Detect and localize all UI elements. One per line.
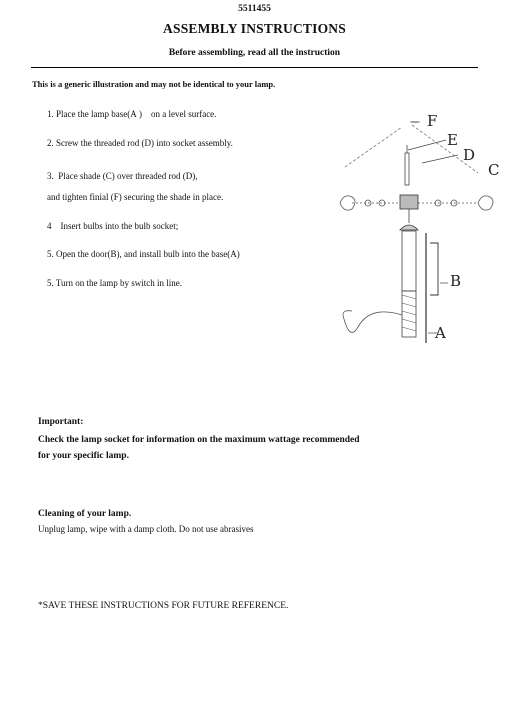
step-5-door: 5. Open the door(B), and install bulb into the base(A) — [47, 249, 240, 259]
page-title: ASSEMBLY INSTRUCTIONS — [163, 21, 346, 36]
diagram-label-a: A — [435, 324, 446, 342]
model-number: 5511455 — [238, 4, 271, 14]
cord-switch — [343, 311, 402, 333]
important-body: Check the lamp socket for information on the maximum wattage recommended for your specific lamp. — [38, 435, 360, 461]
lamp-assembly-diagram — [330, 105, 505, 355]
step-1: 1. Place the lamp base(A ) on a level surface. — [47, 109, 217, 119]
step-3-continued: and tighten finial (F) securing the shade in place. — [47, 192, 224, 202]
lamp-base-part — [402, 231, 416, 291]
step-3: 3. Place shade (C) over threaded rod (D), — [47, 171, 198, 181]
diagram-label-e: E — [447, 131, 458, 149]
door-part — [430, 243, 438, 295]
shade-left-edge — [345, 127, 402, 167]
step-4: 4 Insert bulbs into the bulb socket; — [47, 221, 179, 231]
page-subtitle: Before assembling, read all the instruction — [168, 48, 341, 58]
important-heading: Important: — [38, 417, 84, 427]
diagram-label-c: C — [488, 161, 500, 179]
cleaning-heading: Cleaning of your lamp. — [38, 509, 132, 519]
diagram-label-f: F — [427, 112, 438, 130]
diagram-label-b: B — [450, 272, 462, 290]
step-5-switch: 5. Turn on the lamp by switch in line. — [47, 278, 182, 288]
socket-assembly-part — [400, 195, 418, 209]
header-divider — [31, 67, 478, 68]
illustration-disclaimer: This is a generic illustration and may not be identical to your lamp. — [32, 79, 276, 89]
step-2: 2. Screw the threaded rod (D) into socket assembly. — [47, 138, 233, 148]
save-instructions-note: *SAVE THESE INSTRUCTIONS FOR FUTURE REFERENCE. — [38, 601, 289, 611]
threaded-rod-part — [405, 153, 409, 185]
diagram-label-d: D — [463, 146, 476, 164]
cleaning-body: Unplug lamp, wipe with a damp cloth. Do not use abrasives — [38, 524, 254, 534]
